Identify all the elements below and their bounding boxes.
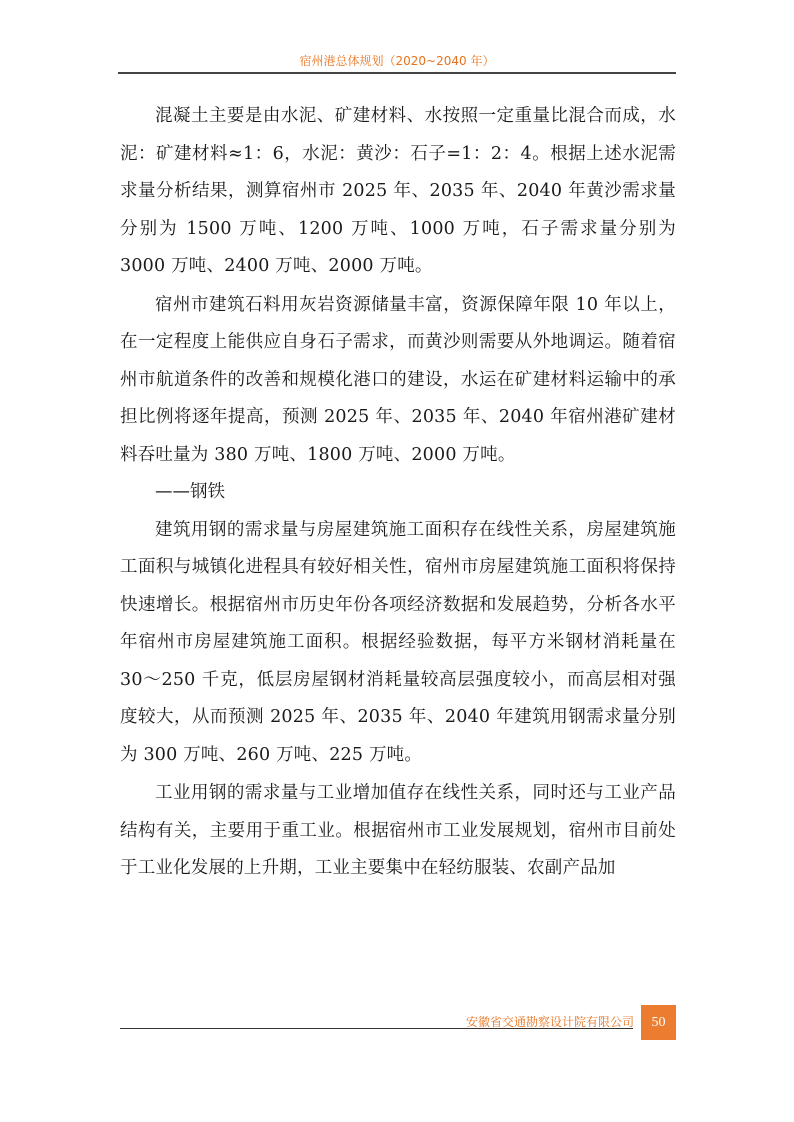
footer-company-name: 安徽省交通勘察设计院有限公司 xyxy=(465,1015,634,1029)
paragraph-concrete: 混凝土主要是由水泥、矿建材料、水按照一定重量比混合而成，水泥：矿建材料≈1：6，水泥：黄沙：石子=1：2：4。根据上述水泥需求量分析结果，测算宿州市 2025 年、2035 年、2040 年黄沙需求量分别为 1500 万吨、1200 万吨、1000 万吨，石子需求量分别为 3000 万吨、2400 万吨、2000 万吨。 xyxy=(120,106,676,276)
section-heading-steel: ——钢铁 xyxy=(155,482,225,502)
document-body xyxy=(120,98,676,888)
running-header-title: 宿州港总体规划（2020~2040 年） xyxy=(299,54,495,68)
header-divider xyxy=(118,72,676,74)
paragraph-industrial-steel: 工业用钢的需求量与工业增加值存在线性关系，同时还与工业产品结构有关，主要用于重工业。根据宿州市工业发展规划，宿州市目前处于工业化发展的上升期，工业主要集中在轻纺服装、农副产品加 xyxy=(120,783,676,878)
paragraph-limestone: 宿州市建筑石料用灰岩资源储量丰富，资源保障年限 10 年以上，在一定程度上能供应自身石子需求，而黄沙则需要从外地调运。随着宿州市航道条件的改善和规模化港口的建设，水运在矿建材料运输中的承担比例将逐年提高，预测 2025 年、2035 年、2040 年宿州港矿建材料吞吐量为 380 万吨、1800 万吨、2000 万吨。 xyxy=(120,294,676,465)
page-number-badge: 50 xyxy=(641,1005,676,1040)
paragraph-construction-steel: 建筑用钢的需求量与房屋建筑施工面积存在线性关系，房屋建筑施工面积与城镇化进程具有较好相关性，宿州市房屋建筑施工面积将保持快速增长。根据宿州市历史年份各项经济数据和发展趋势，分析各水平年宿州市房屋建筑施工面积。根据经验数据，每平方米钢材消耗量在 30～250 千克，低层房屋钢材消耗量较高层强度较小，而高层相对强度较大，从而预测 2025 年、2035 年、2040 年建筑用钢需求量分别为 300 万吨、260 万吨、225 万吨。 xyxy=(120,519,676,765)
